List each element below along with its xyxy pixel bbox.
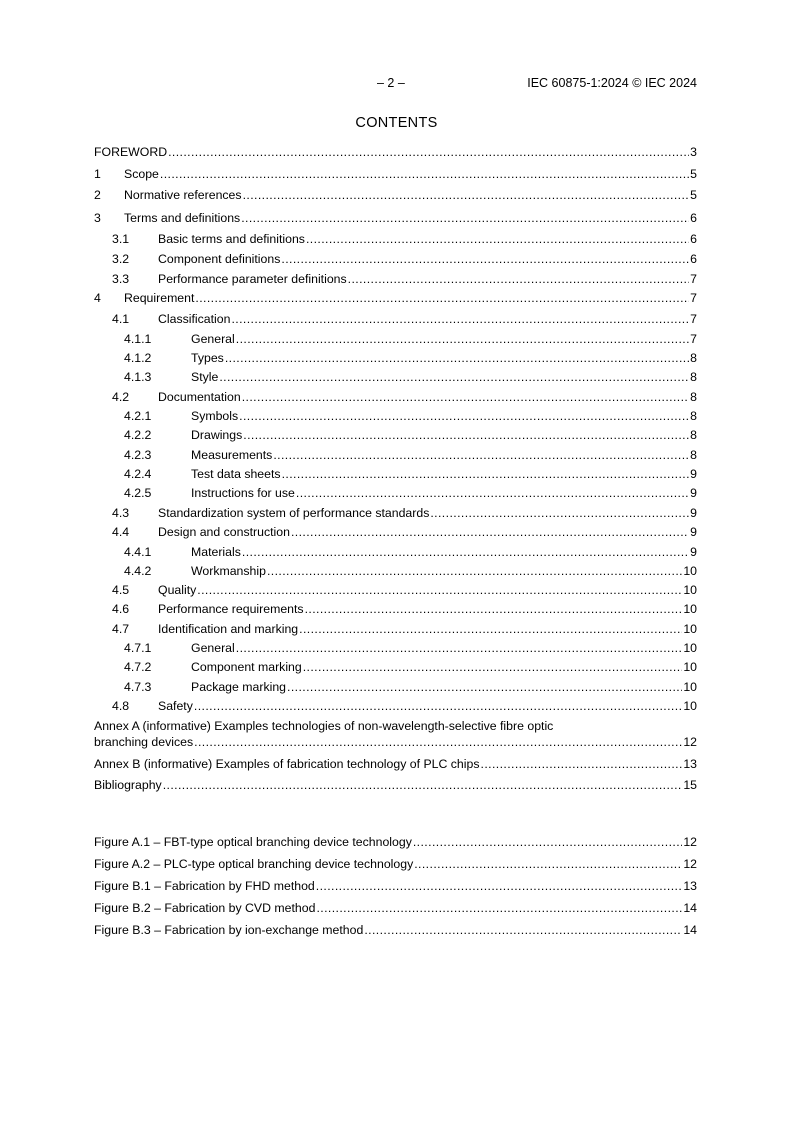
- leader-dots: [194, 735, 682, 750]
- figure-entry-text: Figure B.1 – Fabrication by FHD method: [94, 879, 315, 893]
- toc-entry-text: Workmanship: [191, 564, 266, 578]
- toc-entry-number: 4.2.3: [124, 448, 152, 462]
- toc-entry-page: 8: [690, 409, 697, 423]
- leader-dots: [282, 467, 690, 482]
- toc-entry-number: 3.3: [112, 272, 130, 286]
- toc-entry-text: Test data sheets: [191, 467, 281, 481]
- toc-entry-page: 9: [690, 545, 697, 559]
- leader-dots: [194, 699, 682, 714]
- toc-entry-text: Classification: [158, 312, 231, 326]
- toc-entry-page: 7: [690, 332, 697, 346]
- figure-entry-text: Figure A.1 – FBT-type optical branching device technology: [94, 835, 412, 849]
- toc-entry-number: 4.2.1: [124, 409, 152, 423]
- toc-entry[interactable]: [94, 564, 697, 579]
- toc-entry[interactable]: [94, 351, 697, 366]
- toc-entry-number: 3.2: [112, 252, 130, 266]
- page-title: CONTENTS: [355, 115, 438, 131]
- figure-entry[interactable]: [94, 835, 697, 850]
- toc-entry[interactable]: [94, 167, 697, 182]
- leader-dots: [160, 167, 689, 182]
- leader-dots: [267, 564, 682, 579]
- toc-entry[interactable]: [94, 545, 697, 560]
- leader-dots: [299, 622, 682, 637]
- toc-entry-page: 5: [690, 188, 697, 202]
- toc-entry[interactable]: [94, 232, 697, 247]
- leader-dots: [236, 332, 689, 347]
- leader-dots: [316, 879, 683, 894]
- toc-entry-number: 4.2.2: [124, 428, 152, 442]
- toc-entry-number: 4.1.2: [124, 351, 152, 365]
- toc-entry-number: 4.4.2: [124, 564, 152, 578]
- toc-entry-page: 15: [683, 778, 697, 792]
- toc-entry-page: 10: [683, 622, 697, 636]
- toc-entry-page: 7: [690, 312, 697, 326]
- toc-entry-number: 3: [94, 211, 101, 225]
- toc-entry-text: Scope: [124, 167, 159, 181]
- figure-entry-page: 14: [683, 901, 697, 915]
- toc-entry-page: 5: [690, 167, 697, 181]
- figure-entry-text: Figure B.3 – Fabrication by ion-exchange method: [94, 923, 364, 937]
- toc-entry-text: Normative references: [124, 188, 242, 202]
- toc-entry-number: 4.7.1: [124, 641, 152, 655]
- leader-dots: [413, 835, 682, 850]
- leader-dots: [348, 272, 690, 287]
- bibliography-title: Bibliography: [94, 778, 162, 792]
- toc-entry-number: 4.8: [112, 699, 130, 713]
- toc-entry[interactable]: [94, 660, 697, 675]
- toc-entry-page: 10: [683, 564, 697, 578]
- toc-entry-text: Terms and definitions: [124, 211, 241, 225]
- leader-dots: [481, 757, 683, 772]
- annex-a-title-line2: branching devices: [94, 735, 194, 749]
- toc-entry-text: Materials: [191, 545, 241, 559]
- toc-entry[interactable]: [94, 641, 697, 656]
- leader-dots: [281, 252, 689, 267]
- toc-entry-number: 4.3: [112, 506, 130, 520]
- toc-entry-number: 4.2.4: [124, 467, 152, 481]
- leader-dots: [303, 660, 683, 675]
- toc-entry-page: 10: [683, 699, 697, 713]
- toc-entry-page: 10: [683, 583, 697, 597]
- toc-entry-text: Style: [191, 370, 219, 384]
- toc-entry-text: Standardization system of performance standards: [158, 506, 430, 520]
- toc-entry-text: Quality: [158, 583, 197, 597]
- toc-entry[interactable]: [94, 312, 697, 327]
- toc-entry[interactable]: [94, 252, 697, 267]
- leader-dots: [273, 448, 689, 463]
- toc-entry-number: 4.2: [112, 390, 130, 404]
- leader-dots: [364, 923, 682, 938]
- toc-entry-text: General: [191, 332, 235, 346]
- toc-entry-text: FOREWORD: [94, 145, 168, 159]
- toc-entry[interactable]: [94, 680, 697, 695]
- toc-entry-page: 9: [690, 486, 697, 500]
- toc-entry[interactable]: [94, 448, 697, 463]
- leader-dots: [306, 232, 689, 247]
- toc-entry-number: 1: [94, 167, 101, 181]
- toc-entry-page: 10: [683, 680, 697, 694]
- toc-entry-page: 10: [683, 602, 697, 616]
- toc-entry-number: 2: [94, 188, 101, 202]
- toc-entry-text: Instructions for use: [191, 486, 295, 500]
- toc-entry-page: 9: [690, 506, 697, 520]
- leader-dots: [287, 680, 682, 695]
- toc-entry-text: Types: [191, 351, 224, 365]
- toc-entry-text: Design and construction: [158, 525, 290, 539]
- toc-entry[interactable]: [94, 332, 697, 347]
- toc-entry-annex-b[interactable]: [94, 757, 697, 772]
- toc-entry[interactable]: [94, 428, 697, 443]
- toc-entry-number: 4.7: [112, 622, 130, 636]
- toc-entry-text: Performance requirements: [158, 602, 304, 616]
- toc-entry-bibliography[interactable]: [94, 778, 697, 793]
- toc-entry[interactable]: [94, 272, 697, 287]
- toc-entry-text: Symbols: [191, 409, 239, 423]
- figure-entry[interactable]: [94, 923, 697, 938]
- toc-entry-page: 12: [683, 735, 697, 749]
- annex-b-title: Annex B (informative) Examples of fabrication technology of PLC chips: [94, 757, 480, 771]
- leader-dots: [236, 641, 683, 656]
- toc-entry-text: Identification and marking: [158, 622, 299, 636]
- figure-entry-page: 12: [683, 857, 697, 871]
- toc-entry-page: 3: [690, 145, 697, 159]
- toc-entry-number: 4.2.5: [124, 486, 152, 500]
- leader-dots: [316, 901, 682, 916]
- toc-entry-page: 13: [683, 757, 697, 771]
- toc-entry[interactable]: [94, 602, 697, 617]
- toc-entry-number: 4.7.3: [124, 680, 152, 694]
- toc-entry-page: 10: [683, 641, 697, 655]
- toc-entry-page: 8: [690, 351, 697, 365]
- toc-entry-text: Documentation: [158, 390, 241, 404]
- figure-entry[interactable]: [94, 901, 697, 916]
- leader-dots: [225, 351, 689, 366]
- leader-dots: [168, 145, 689, 160]
- leader-dots: [243, 188, 690, 203]
- toc-entry-text: Basic terms and definitions: [158, 232, 305, 246]
- toc-entry-page: 8: [690, 448, 697, 462]
- toc-entry-page: 8: [690, 390, 697, 404]
- toc-entry-number: 4.6: [112, 602, 130, 616]
- toc-entry-text: Requirement: [124, 291, 195, 305]
- toc-entry[interactable]: [94, 525, 697, 540]
- toc-entry-number: 4.1.1: [124, 332, 152, 346]
- leader-dots: [242, 390, 689, 405]
- toc-entry[interactable]: [94, 188, 697, 203]
- page-number: – 2 –: [377, 76, 405, 90]
- figure-entry-page: 14: [683, 923, 697, 937]
- toc-entry-text: Safety: [158, 699, 193, 713]
- toc-entry-page: 6: [690, 252, 697, 266]
- toc-entry[interactable]: [94, 583, 697, 598]
- toc-entry-text: Component definitions: [158, 252, 281, 266]
- toc-entry-text: Measurements: [191, 448, 273, 462]
- leader-dots: [163, 778, 683, 793]
- annex-a-title-line1[interactable]: Annex A (informative) Examples technologies of non-wavelength-selective fibre optic: [94, 719, 554, 733]
- toc-entry-number: 3.1: [112, 232, 130, 246]
- leader-dots: [242, 545, 689, 560]
- toc-entry[interactable]: [94, 506, 697, 521]
- toc-entry-text: General: [191, 641, 235, 655]
- leader-dots: [197, 583, 682, 598]
- toc-entry-text: Package marking: [191, 680, 287, 694]
- toc-entry-page: 6: [690, 211, 697, 225]
- toc-entry-page: 7: [690, 291, 697, 305]
- leader-dots: [414, 857, 682, 872]
- toc-entry[interactable]: [94, 145, 697, 160]
- leader-dots: [430, 506, 689, 521]
- figure-entry-text: Figure B.2 – Fabrication by CVD method: [94, 901, 316, 915]
- toc-entry-number: 4.5: [112, 583, 130, 597]
- leader-dots: [195, 291, 689, 306]
- toc-entry[interactable]: [94, 622, 697, 637]
- leader-dots: [296, 486, 689, 501]
- toc-entry-number: 4: [94, 291, 101, 305]
- toc-entry-number: 4.7.2: [124, 660, 152, 674]
- figure-entry-page: 12: [683, 835, 697, 849]
- toc-entry[interactable]: [94, 699, 697, 714]
- leader-dots: [291, 525, 689, 540]
- leader-dots: [241, 211, 689, 226]
- leader-dots: [239, 409, 689, 424]
- toc-entry-text: Drawings: [191, 428, 243, 442]
- toc-entry[interactable]: [94, 370, 697, 385]
- toc-entry-page: 9: [690, 525, 697, 539]
- figure-entry[interactable]: [94, 879, 697, 894]
- toc-entry[interactable]: [94, 390, 697, 405]
- toc-entry-text: Component marking: [191, 660, 302, 674]
- toc-entry-page: 10: [683, 660, 697, 674]
- leader-dots: [243, 428, 689, 443]
- toc-entry-number: 4.1: [112, 312, 130, 326]
- figure-entry-page: 13: [683, 879, 697, 893]
- leader-dots: [305, 602, 683, 617]
- toc-entry-text: Performance parameter definitions: [158, 272, 347, 286]
- toc-entry[interactable]: [94, 211, 697, 226]
- leader-dots: [219, 370, 689, 385]
- toc-entry[interactable]: [94, 486, 697, 501]
- toc-entry-page: 7: [690, 272, 697, 286]
- toc-entry-number: 4.4.1: [124, 545, 152, 559]
- figure-entry-text: Figure A.2 – PLC-type optical branching device technology: [94, 857, 414, 871]
- toc-entry-number: 4.4: [112, 525, 130, 539]
- toc-entry-page: 6: [690, 232, 697, 246]
- toc-entry[interactable]: [94, 409, 697, 424]
- document-id: IEC 60875-1:2024 © IEC 2024: [527, 76, 697, 90]
- figure-entry[interactable]: [94, 857, 697, 872]
- toc-entry[interactable]: [94, 291, 697, 306]
- toc-entry-page: 8: [690, 370, 697, 384]
- toc-entry-number: 4.1.3: [124, 370, 152, 384]
- toc-entry[interactable]: [94, 467, 697, 482]
- toc-entry-annex-a[interactable]: [94, 735, 697, 750]
- leader-dots: [231, 312, 689, 327]
- toc-entry-page: 8: [690, 428, 697, 442]
- toc-entry-page: 9: [690, 467, 697, 481]
